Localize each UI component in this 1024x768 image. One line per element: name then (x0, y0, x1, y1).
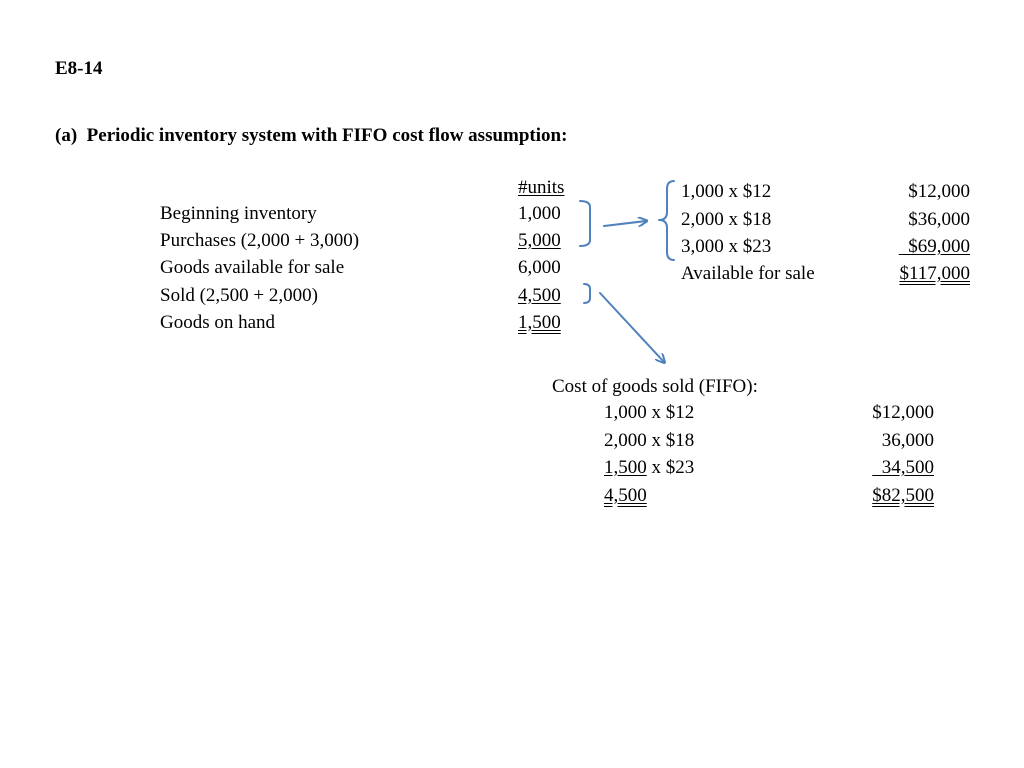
breakdown-desc-3: 3,000 x $23 (681, 236, 772, 257)
cogs-qty-3: 1,500 (604, 457, 647, 478)
cogs-qty-1: 1,000 (604, 402, 647, 423)
breakdown-desc-2: 2,000 x $18 (681, 209, 772, 230)
row-label-goods-on-hand: Goods on hand (160, 312, 276, 333)
breakdown-desc-total: Available for sale (681, 263, 815, 284)
breakdown-desc-1: 1,000 x $12 (681, 181, 772, 202)
cogs-amount-1: $12,000 (872, 402, 934, 423)
arrow-right-icon (604, 221, 646, 226)
cogs-qty-2: 2,000 (604, 430, 647, 451)
cogs-rate-2: x $18 (646, 430, 695, 451)
row-units-goods-available: 6,000 (518, 257, 561, 278)
cogs-rate-1: x $12 (646, 402, 695, 423)
row-units-sold: 4,500 (518, 285, 561, 306)
cogs-title: Cost of goods sold (FIFO): (552, 376, 758, 397)
part-title: (a) Periodic inventory system with FIFO cost flow assumption: (55, 125, 568, 146)
breakdown-amount-2: $36,000 (908, 209, 970, 230)
row-units-purchases: 5,000 (518, 230, 561, 251)
row-units-beginning-inventory: 1,000 (518, 203, 561, 224)
row-label-sold: Sold (2,500 + 2,000) (160, 285, 318, 306)
row-label-beginning-inventory: Beginning inventory (160, 203, 317, 224)
cogs-amount-total: $82,500 (872, 485, 934, 506)
bracket-icon (580, 201, 590, 246)
row-units-goods-on-hand: 1,500 (518, 312, 561, 333)
cogs-qty-total: 4,500 (604, 485, 647, 506)
cogs-amount-3: 34,500 (872, 457, 934, 478)
arrow-down-icon (600, 293, 664, 362)
bracket-icon (659, 181, 674, 260)
cogs-rate-3: x $23 (646, 457, 695, 478)
cogs-amount-2: 36,000 (881, 430, 934, 451)
exercise-id: E8-14 (55, 58, 103, 79)
breakdown-amount-3: $69,000 (898, 236, 970, 257)
bracket-icon (584, 284, 590, 303)
breakdown-amount-total: $117,000 (899, 263, 970, 284)
row-label-goods-available: Goods available for sale (160, 257, 345, 278)
row-label-purchases: Purchases (2,000 + 3,000) (160, 230, 360, 251)
breakdown-amount-1: $12,000 (908, 181, 970, 202)
units-column-header: #units (518, 177, 565, 198)
